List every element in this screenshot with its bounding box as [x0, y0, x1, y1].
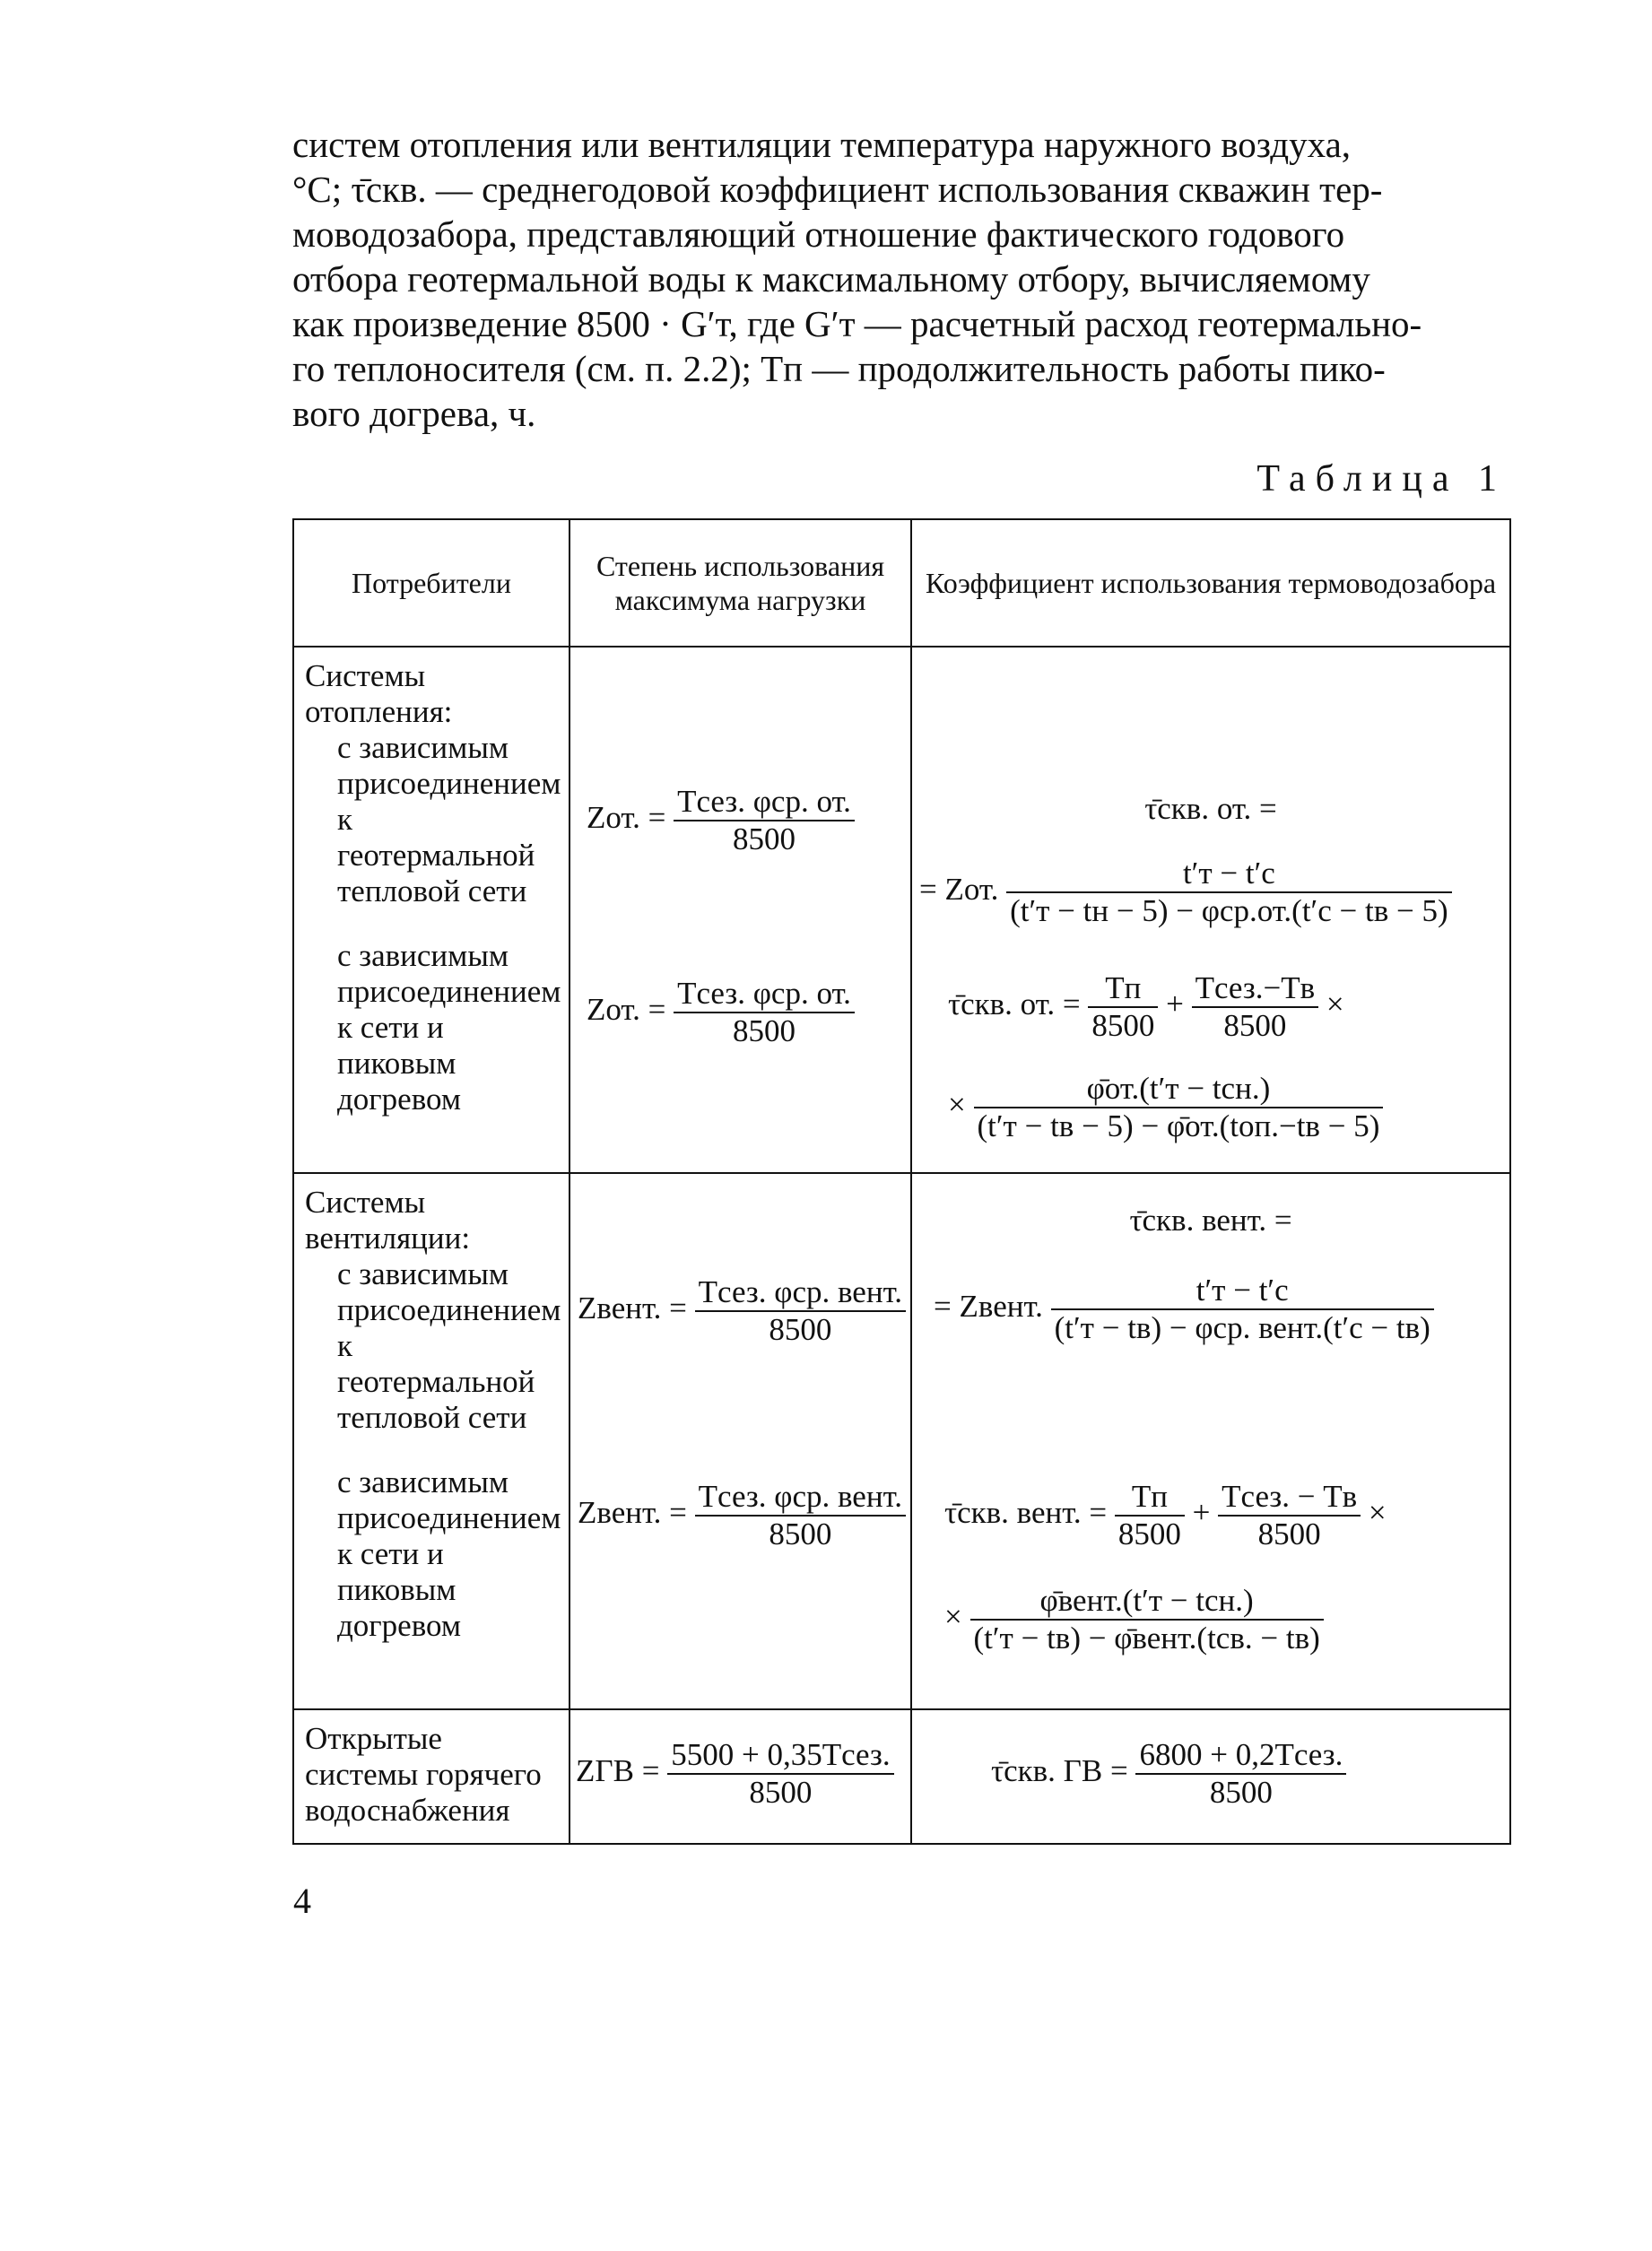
- page-number: 4: [293, 1881, 311, 1921]
- degree-cell: [570, 1709, 911, 1844]
- intro-line: отбора геотермальной воды к максимальному отбору, вычисляемому: [292, 258, 1370, 300]
- formula-tau: τ̄скв. от. = $\frac{Tп}{8500}$ + $\frac{\text{Tсез.−Tв}}{8500}$ ×: [948, 970, 1344, 1043]
- intro-line: систем отопления или вентиляции температура наружного воздуха,: [292, 124, 1352, 165]
- formula-tau: = Zот. $\frac{t'т - t'с}{\text{(t′т − tн − 5) − φср.от.(t′с − tв − 5)}}$: [912, 856, 1509, 929]
- formula-z: ZГВ = $\frac{\text{5500 + 0,35Tсез.}}{8500}$: [570, 1737, 910, 1811]
- formula-tau: τ̄скв. вент. =: [1129, 1203, 1292, 1238]
- intro-line: го теплоносителя (см. п. 2.2); Tп — продолжительность работы пико-: [292, 348, 1386, 389]
- degree-cell: [570, 1173, 911, 1709]
- sub-label: с зависимым присоединением к геотермальной тепловой сети: [337, 730, 561, 908]
- sub-label: с зависимым присоединением к сети и пиковым догревом: [337, 1464, 561, 1643]
- header-degree: Степень использования максимума нагрузки: [570, 519, 911, 647]
- intro-line: °C; τ̄скв. — среднегодовой коэффициент использования скважин тер-: [292, 169, 1383, 210]
- coef-cell: [911, 647, 1510, 1173]
- formula-tau: τ̄скв. ГВ = $\frac{\text{6800 + 0,2Tсез.}}{8500}$: [912, 1737, 1509, 1811]
- group-label: Системы отопления:: [305, 658, 453, 729]
- data-table: [292, 518, 1511, 1845]
- consumer-cell: [293, 1709, 570, 1844]
- coef-cell: [911, 1709, 1510, 1844]
- formula-tau: = Zвент. $\frac{t'т - t'с}{\text{(t′т − tв) − φср. вент.(t′с − tв)}}$: [912, 1273, 1509, 1346]
- degree-cell: [570, 647, 911, 1173]
- coef-cell: [911, 1173, 1510, 1709]
- group-label: Открытые системы горячего водоснабжения: [305, 1721, 542, 1828]
- sub-label: с зависимым присоединением к геотермальной тепловой сети: [337, 1256, 561, 1435]
- table-row: [293, 1173, 1510, 1709]
- formula-z: Zот. = $\frac{\text{Tсез. φср. от.}}{8500}$: [570, 784, 910, 857]
- formula-tau: × $\frac{\text{φ̄от.(t′т − tсн.)}}{\text{(t′т − tв − 5) − φ̄от.(tоп.−tв − 5)}}$: [912, 1071, 1509, 1144]
- formula-z: Zвент. = $\frac{\text{Tсез. φср. вент.}}{8500}$: [570, 1274, 910, 1348]
- table-caption: Таблица 1: [1256, 458, 1507, 500]
- header-consumers: Потребители: [293, 519, 570, 647]
- sub-label: с зависимым присоединением к сети и пиковым догревом: [337, 938, 561, 1117]
- formula-z: Zот. = $\frac{\text{Tсез. φср. от.}}{8500}$: [570, 976, 910, 1049]
- table-row: [293, 1709, 1510, 1844]
- header-coef: Коэффициент использования термоводозабора: [911, 519, 1510, 647]
- intro-line: моводозабора, представляющий отношение фактического годового: [292, 213, 1345, 255]
- intro-line: как произведение 8500 · G′т, где G′т — расчетный расход геотермально-: [292, 303, 1422, 344]
- intro-line: вого догрева, ч.: [292, 393, 536, 434]
- formula-tau: τ̄скв. вент. = $\frac{Tп}{8500}$ + $\frac{\text{Tсез. − Tв}}{8500}$ ×: [944, 1479, 1387, 1551]
- intro-paragraph: [292, 122, 1509, 436]
- formula-tau: τ̄скв. от. =: [1144, 791, 1277, 826]
- table-row: [293, 647, 1510, 1173]
- consumer-cell: [293, 647, 570, 1173]
- group-label: Системы вентиляции:: [305, 1185, 471, 1256]
- table-header-row: [293, 519, 1510, 647]
- formula-tau: × $\frac{\text{φ̄вент.(t′т − tсн.)}}{\text{(t′т − tв) − φ̄вент.(tсв. − tв)}}$: [912, 1583, 1509, 1656]
- formula-z: Zвент. = $\frac{\text{Tсез. φср. вент.}}{8500}$: [570, 1479, 910, 1552]
- consumer-cell: [293, 1173, 570, 1709]
